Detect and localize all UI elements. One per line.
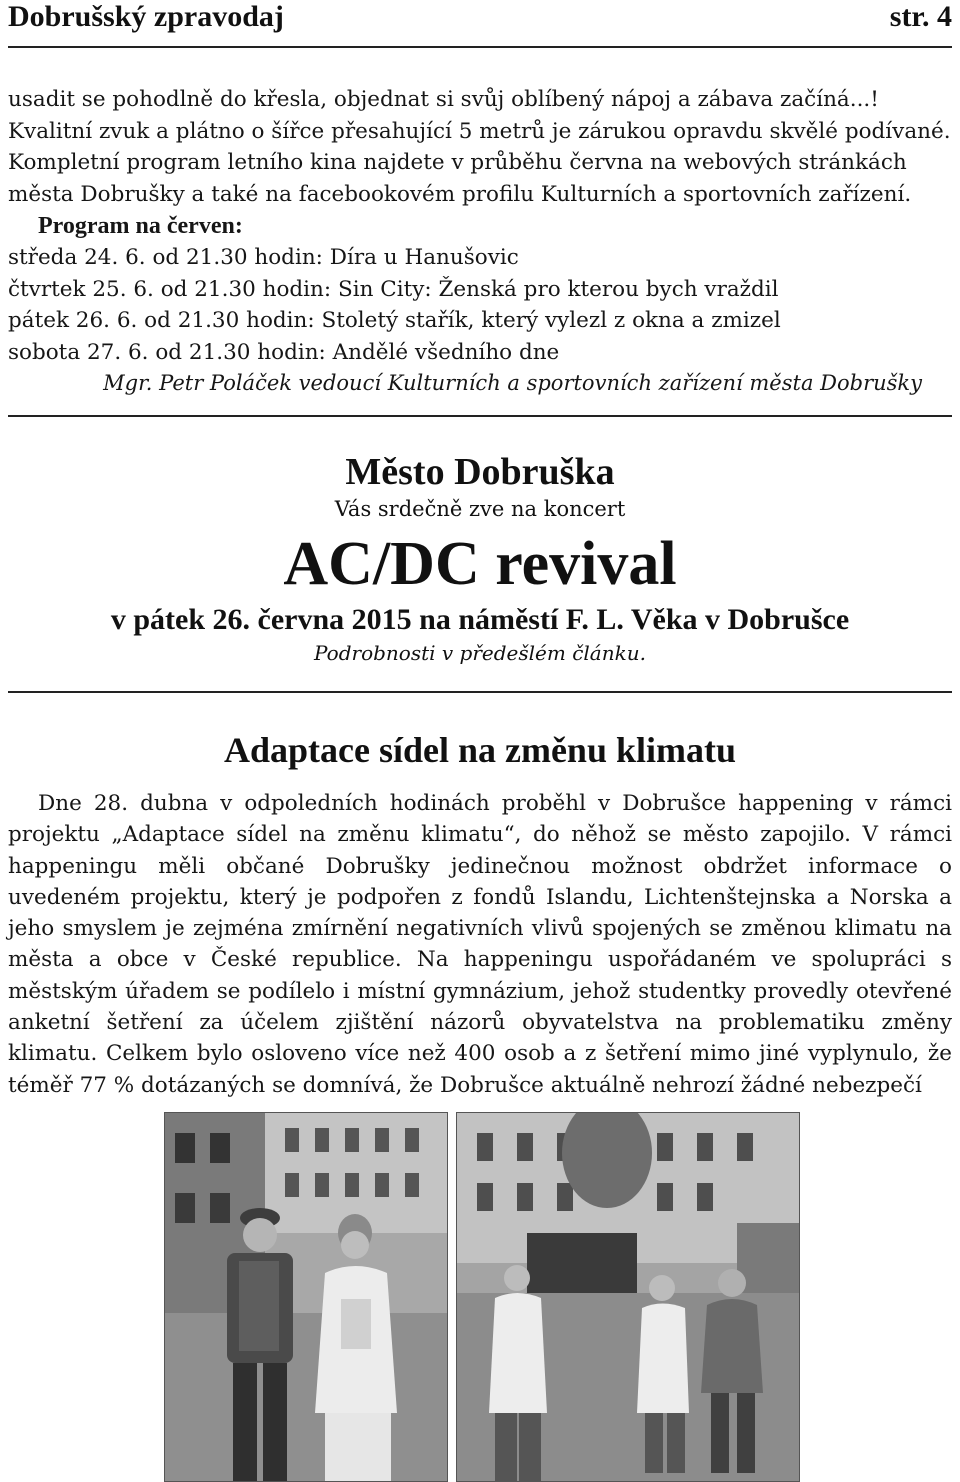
concert-invitation: Vás srdečně zve na koncert	[334, 497, 626, 521]
concert-details-note: Podrobnosti v předešlém článku.	[314, 641, 646, 665]
program-item: pátek 26. 6. od 21.30 hodin: Stoletý stařík, který vylezl z okna a zmizel	[8, 308, 781, 333]
concert-organizer: Město Dobruška	[345, 451, 615, 493]
photo-illustration	[165, 1113, 447, 1481]
article-signature: Mgr. Petr Poláček vedoucí Kulturních a sportovních zařízení města Dobrušky	[103, 371, 922, 395]
newsletter-title: Dobrušský zpravodaj	[8, 0, 284, 33]
happening-photo-right	[456, 1112, 800, 1482]
happening-photo-left	[164, 1112, 448, 1482]
header-divider	[8, 46, 952, 48]
concert-band-name: AC/DC revival	[283, 530, 677, 598]
program-item: středa 24. 6. od 21.30 hodin: Díra u Hanušovic	[8, 245, 519, 270]
concert-date-place: v pátek 26. června 2015 na náměstí F. L. Věka v Dobrušce	[110, 603, 850, 636]
page-number: str. 4	[889, 0, 952, 33]
photo-illustration	[457, 1113, 799, 1481]
summer-cinema-article	[8, 84, 952, 400]
program-list	[8, 242, 952, 368]
program-item: sobota 27. 6. od 21.30 hodin: Andělé všedního dne	[8, 339, 560, 365]
climate-article-body: Dne 28. dubna v odpoledních hodinách proběhl v Dobrušce happening v rámci projektu „Adaptace sídel na změnu klimatu“, do něhož se město zapojilo. V rámci happeningu měli občané Dobrušky jedinečnou možnost obdržet informace o uvedeném projektu, který je podpořen z fondů Islandu, Lichtenštejnska a Norska a jeho smyslem je zejména zmírnění negativních vlivů spojených se změnou klimatu na města a obce v České republice. Na happeningu uspořádaném ve spolupráci s městským úřadem se podílelo i místní gymnázium, jehož studentky provedly otevřené anketní šetření za účelem zjištění názorů obyvatelstva na problematiku změny klimatu. Celkem bylo osloveno více než 400 osob a z šetření mimo jiné vyplynulo, že téměř 77 % dotázaných se domnívá, že Dobrušce aktuálně nehrozí žádné nebezpečí	[8, 791, 952, 1098]
page-header	[8, 0, 952, 34]
concert-announcement	[8, 450, 952, 668]
article-paragraph: usadit se pohodlně do křesla, objednat si svůj oblíbený nápoj a zábava začíná...! Kvalitní zvuk a plátno o šířce přesahující 5 metrů je zárukou opravdu skvělé podívané. Kompletní program letního kina najdete v průběhu června na webových stránkách města Dobrušky a také na facebookovém profilu Kulturních a sportovních zařízení.	[8, 87, 951, 207]
climate-article-title: Adaptace sídel na změnu klimatu	[223, 730, 737, 770]
program-heading: Program na červen:	[38, 213, 243, 239]
section-divider	[8, 691, 952, 693]
section-divider	[8, 415, 952, 417]
program-item: čtvrtek 25. 6. od 21.30 hodin: Sin City: Ženská pro kterou bych vraždil	[8, 276, 779, 302]
